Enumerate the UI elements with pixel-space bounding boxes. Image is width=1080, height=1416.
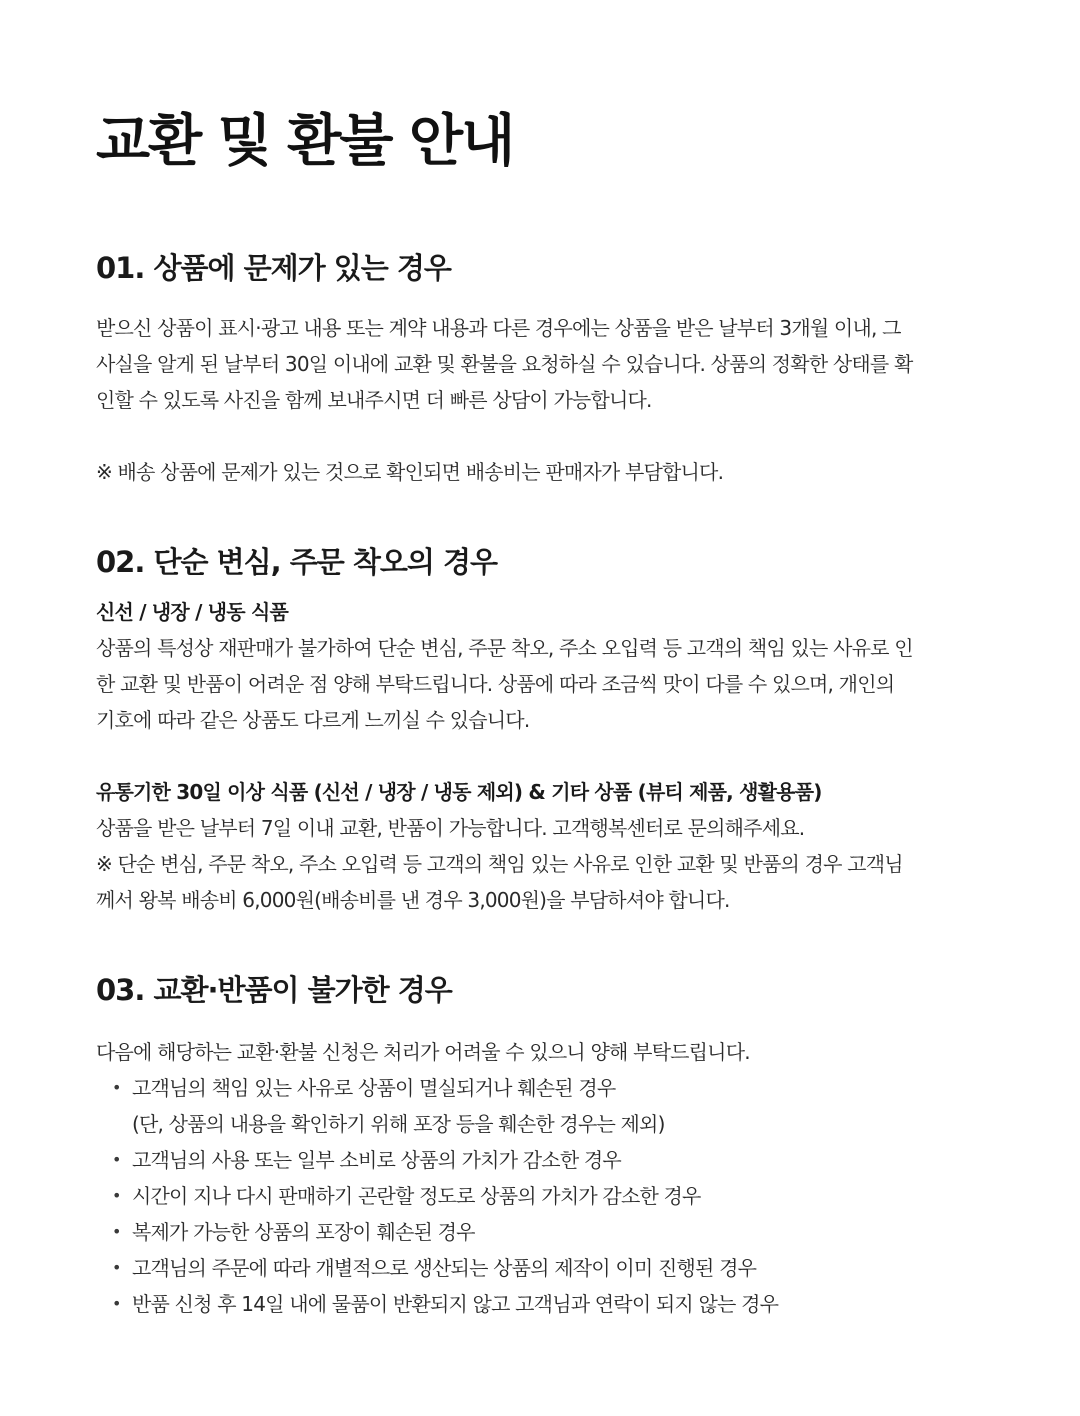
group-body: [96, 810, 984, 918]
list-item: [96, 1142, 984, 1178]
fresh-food-group: [96, 594, 984, 738]
section-product-defect: [96, 248, 984, 490]
section-heading: 02. 단순 변심, 주문 착오의 경우: [96, 545, 498, 579]
group-body: [96, 630, 984, 738]
item-text: 시간이 지나 다시 판매하기 곤란할 정도로 상품의 가치가 감소한 경우: [132, 1184, 701, 1208]
list-item: [96, 1070, 984, 1142]
body-line: 사실을 알게 된 날부터 30일 이내에 교환 및 환불을 요청하실 수 있습니다. 상품의 정확한 상태를 확: [96, 352, 913, 376]
body-line: 받으신 상품이 표시·광고 내용 또는 계약 내용과 다른 경우에는 상품을 받은 날부터 3개월 이내, 그: [96, 316, 901, 340]
page-title: 교환 및 환불 안내: [96, 109, 514, 174]
long-shelf-life-group: [96, 774, 984, 918]
section-intro: 다음에 해당하는 교환·환불 신청은 처리가 어려울 수 있으니 양해 부탁드립니다.: [96, 1040, 750, 1064]
group-subheading: 유통기한 30일 이상 식품 (신선 / 냉장 / 냉동 제외) & 기타 상품 (뷰티 제품, 생활용품): [96, 780, 822, 804]
body-line: 께서 왕복 배송비 6,000원(배송비를 낸 경우 3,000원)을 부담하셔야 합니다.: [96, 888, 730, 912]
item-text: 고객님의 주문에 따라 개별적으로 생산되는 상품의 제작이 이미 진행된 경우: [132, 1256, 757, 1280]
body-line: 한 교환 및 반품이 어려운 점 양해 부탁드립니다. 상품에 따라 조금씩 맛이 다를 수 있으며, 개인의: [96, 672, 895, 696]
body-line: ※ 단순 변심, 주문 착오, 주소 오입력 등 고객의 책임 있는 사유로 인한 교환 및 반품의 경우 고객님: [96, 852, 903, 876]
item-text: 복제가 가능한 상품의 포장이 훼손된 경우: [132, 1220, 475, 1244]
bullet-icon: •: [112, 1150, 121, 1169]
item-subtext: (단, 상품의 내용을 확인하기 위해 포장 등을 훼손한 경우는 제외): [132, 1112, 665, 1136]
bullet-icon: •: [112, 1258, 121, 1277]
item-text: 반품 신청 후 14일 내에 물품이 반환되지 않고 고객님과 연락이 되지 않는 경우: [132, 1292, 779, 1316]
list-item: [96, 1214, 984, 1250]
bullet-icon: •: [112, 1186, 121, 1205]
item-text: 고객님의 사용 또는 일부 소비로 상품의 가치가 감소한 경우: [132, 1148, 621, 1172]
section-body: [96, 310, 984, 418]
bullet-icon: •: [112, 1078, 121, 1097]
item-text: 고객님의 책임 있는 사유로 상품이 멸실되거나 훼손된 경우: [132, 1076, 616, 1100]
list-item: [96, 1286, 984, 1322]
list-item: [96, 1250, 984, 1286]
section-change-of-mind: [96, 542, 984, 918]
bullet-icon: •: [112, 1222, 121, 1241]
body-line: 인할 수 있도록 사진을 함께 보내주시면 더 빠른 상담이 가능합니다.: [96, 388, 652, 412]
shipping-note: ※ 배송 상품에 문제가 있는 것으로 확인되면 배송비는 판매자가 부담합니다.: [96, 460, 724, 484]
non-returnable-list: [96, 1070, 984, 1322]
section-heading: 01. 상품에 문제가 있는 경우: [96, 251, 451, 285]
group-subheading: 신선 / 냉장 / 냉동 식품: [96, 600, 288, 624]
bullet-icon: •: [112, 1294, 121, 1313]
body-line: 상품을 받은 날부터 7일 이내 교환, 반품이 가능합니다. 고객행복센터로 문의해주세요.: [96, 816, 805, 840]
section-non-returnable: [96, 970, 984, 1322]
body-line: 상품의 특성상 재판매가 불가하여 단순 변심, 주문 착오, 주소 오입력 등 고객의 책임 있는 사유로 인: [96, 636, 913, 660]
body-line: 기호에 따라 같은 상품도 다르게 느끼실 수 있습니다.: [96, 708, 530, 732]
section-heading: 03. 교환·반품이 불가한 경우: [96, 973, 452, 1007]
list-item: [96, 1178, 984, 1214]
